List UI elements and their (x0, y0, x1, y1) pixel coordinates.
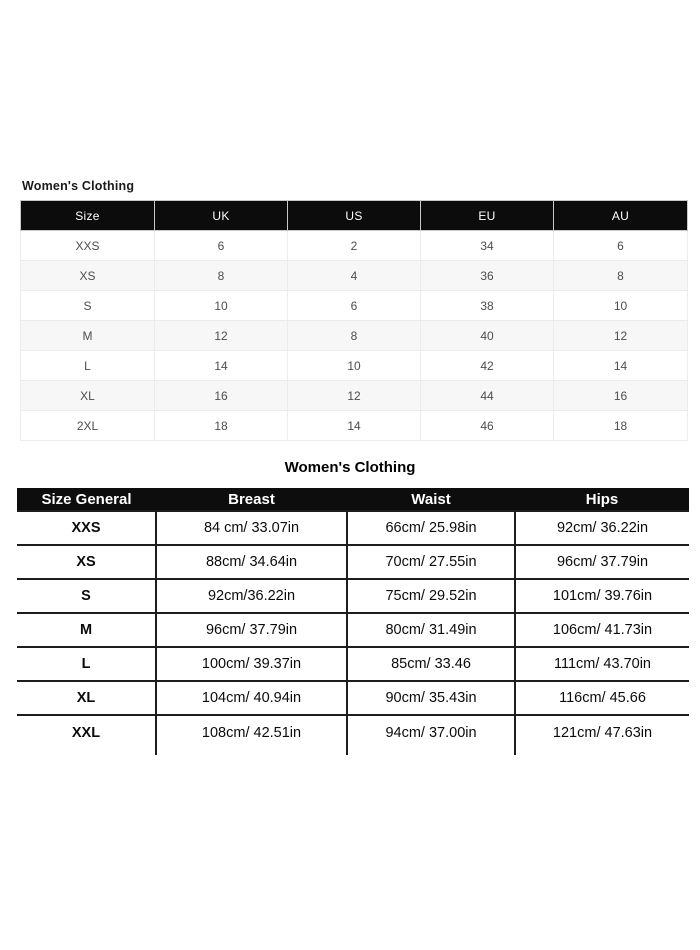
table-row-xxs (17, 511, 689, 545)
cell-size: XL (21, 381, 155, 411)
col-header-eu: EU (421, 201, 554, 231)
cell-size: L (21, 351, 155, 381)
cell-uk: 18 (155, 411, 288, 441)
table-row-xs (21, 261, 688, 291)
cell-us: 6 (288, 291, 421, 321)
table-row-m (21, 321, 688, 351)
cell-breast: 88cm/ 34.64in (156, 545, 347, 579)
cell-eu: 42 (421, 351, 554, 381)
size-chart-2-title: Women's Clothing (284, 459, 416, 476)
cell-size: S (21, 291, 155, 321)
cell-size: XXS (21, 231, 155, 261)
cell-waist: 94cm/ 37.00in (347, 715, 515, 749)
col-header-us: US (288, 201, 421, 231)
col-header-uk: UK (155, 201, 288, 231)
cell-au: 12 (554, 321, 688, 351)
col-header-au: AU (554, 201, 688, 231)
cell-size: M (17, 613, 156, 647)
col-header-waist: Waist (347, 488, 515, 511)
table-row-xl (17, 681, 689, 715)
cell-au: 18 (554, 411, 688, 441)
cell-size: XS (17, 545, 156, 579)
header-row (17, 488, 689, 511)
cell-uk: 8 (155, 261, 288, 291)
cell-hips: 96cm/ 37.79in (515, 545, 689, 579)
table-row-xl (21, 381, 688, 411)
table-row-s (17, 579, 689, 613)
table-row-xxl (17, 715, 689, 749)
measurements-table (17, 488, 689, 755)
col-header-size-general: Size General (17, 488, 156, 511)
cell-breast: 100cm/ 39.37in (156, 647, 347, 681)
cell-hips: 101cm/ 39.76in (515, 579, 689, 613)
cell-waist: 66cm/ 25.98in (347, 511, 515, 545)
international-size-table (20, 200, 688, 441)
cell-eu: 34 (421, 231, 554, 261)
cell-hips: 111cm/ 43.70in (515, 647, 689, 681)
col-header-breast: Breast (156, 488, 347, 511)
table-row-2xl (21, 411, 688, 441)
cell-hips: 121cm/ 47.63in (515, 715, 689, 749)
cell-breast: 108cm/ 42.51in (156, 715, 347, 749)
table-row-s (21, 291, 688, 321)
cell-au: 10 (554, 291, 688, 321)
cell-uk: 16 (155, 381, 288, 411)
cell-waist: 80cm/ 31.49in (347, 613, 515, 647)
cell-uk: 12 (155, 321, 288, 351)
cell-eu: 44 (421, 381, 554, 411)
column-line-extension (17, 749, 689, 755)
cell-breast: 96cm/ 37.79in (156, 613, 347, 647)
cell-au: 14 (554, 351, 688, 381)
cell-us: 2 (288, 231, 421, 261)
cell-hips: 116cm/ 45.66 (515, 681, 689, 715)
col-header-hips: Hips (515, 488, 689, 511)
cell-au: 16 (554, 381, 688, 411)
cell-us: 10 (288, 351, 421, 381)
cell-uk: 6 (155, 231, 288, 261)
cell-breast: 92cm/36.22in (156, 579, 347, 613)
measurements-table-header (17, 488, 689, 511)
cell-size: 2XL (21, 411, 155, 441)
cell-size: XS (21, 261, 155, 291)
cell-uk: 14 (155, 351, 288, 381)
cell-breast: 104cm/ 40.94in (156, 681, 347, 715)
cell-eu: 36 (421, 261, 554, 291)
cell-size: XL (17, 681, 156, 715)
cell-size: L (17, 647, 156, 681)
table-row-l (21, 351, 688, 381)
cell-eu: 46 (421, 411, 554, 441)
cell-waist: 70cm/ 27.55in (347, 545, 515, 579)
cell-au: 8 (554, 261, 688, 291)
col-header-size: Size (21, 201, 155, 231)
cell-eu: 40 (421, 321, 554, 351)
cell-hips: 106cm/ 41.73in (515, 613, 689, 647)
cell-size: S (17, 579, 156, 613)
cell-eu: 38 (421, 291, 554, 321)
size-chart-1-label: Women's Clothing (22, 179, 135, 193)
cell-size: M (21, 321, 155, 351)
table-row-m (17, 613, 689, 647)
cell-au: 6 (554, 231, 688, 261)
international-size-table-header (21, 201, 688, 231)
table-row-xxs (21, 231, 688, 261)
table-row-l (17, 647, 689, 681)
cell-us: 4 (288, 261, 421, 291)
cell-waist: 75cm/ 29.52in (347, 579, 515, 613)
cell-us: 14 (288, 411, 421, 441)
cell-waist: 85cm/ 33.46 (347, 647, 515, 681)
cell-size: XXL (17, 715, 156, 749)
cell-us: 12 (288, 381, 421, 411)
cell-waist: 90cm/ 35.43in (347, 681, 515, 715)
header-row (21, 201, 688, 231)
cell-us: 8 (288, 321, 421, 351)
cell-breast: 84 cm/ 33.07in (156, 511, 347, 545)
table-row-xs (17, 545, 689, 579)
cell-uk: 10 (155, 291, 288, 321)
cell-hips: 92cm/ 36.22in (515, 511, 689, 545)
cell-size: XXS (17, 511, 156, 545)
